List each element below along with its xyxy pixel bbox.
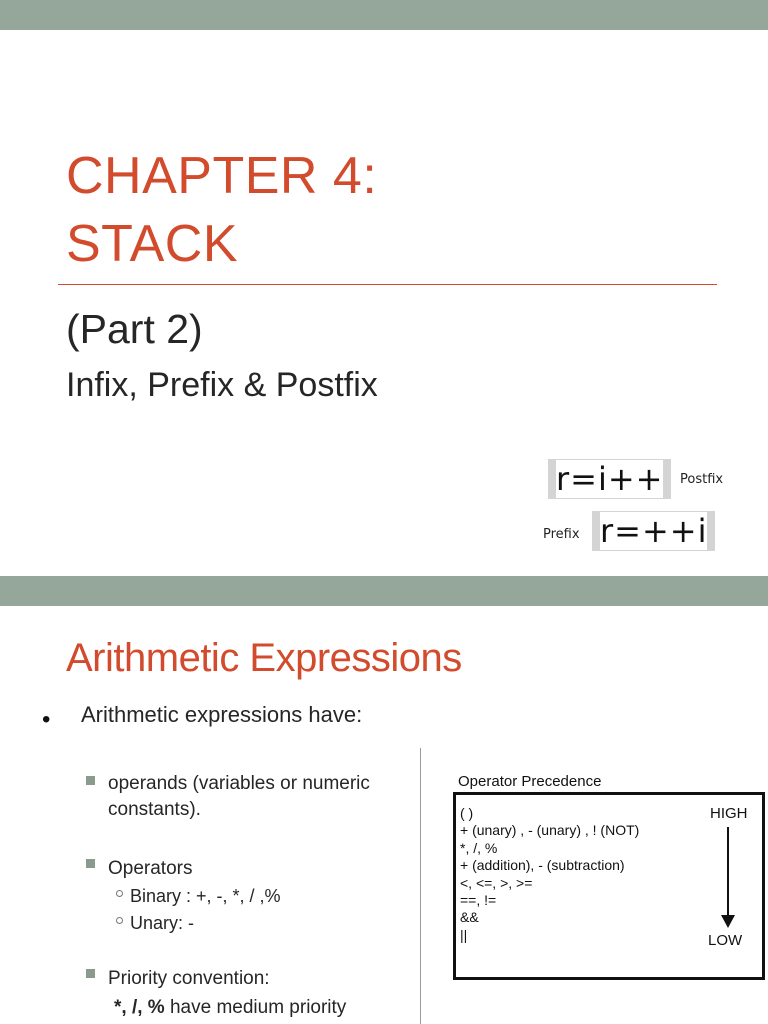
precedence-row: *, /, % (460, 839, 498, 856)
section-title: Arithmetic Expressions (66, 636, 462, 680)
part-label: (Part 2) (66, 306, 203, 352)
slide-subtitle: Infix, Prefix & Postfix (66, 366, 378, 404)
postfix-label: Postfix (680, 472, 724, 487)
column-divider (420, 748, 421, 1024)
chapter-title (66, 142, 377, 278)
precedence-row: + (unary) , - (unary) , ! (NOT) (460, 822, 640, 839)
title-divider (58, 284, 717, 285)
precedence-title: Operator Precedence (458, 773, 602, 790)
square-bullet-icon (86, 776, 95, 785)
precedence-row: ( ) (460, 805, 474, 821)
unary-item: Unary: - (130, 913, 195, 933)
square-bullet-icon (86, 969, 95, 978)
priority-item: Priority convention: (108, 968, 270, 989)
operators-item: Operators (108, 858, 193, 879)
operands-line2: constants). (108, 799, 201, 820)
priority-operators: *, /, % (114, 997, 165, 1018)
prefix-code-image: r=++i (592, 511, 715, 551)
top-band (0, 0, 768, 30)
priority-detail (114, 995, 346, 1021)
postfix-code-image: r=i++ (548, 459, 671, 499)
operands-item (108, 771, 370, 823)
circle-bullet-icon (116, 917, 123, 924)
priority-rest: have medium priority (164, 997, 347, 1018)
prefix-label: Prefix (543, 527, 580, 542)
slide-separator-band (0, 576, 768, 606)
precedence-row: && (460, 909, 479, 926)
precedence-table (453, 792, 765, 980)
arrow-head-icon (721, 915, 735, 928)
square-bullet-icon (86, 859, 95, 868)
circle-bullet-icon (116, 890, 123, 897)
chapter-title-line1: CHAPTER 4: (66, 147, 378, 205)
precedence-row: || (460, 926, 468, 943)
chapter-title-line2: STACK (66, 215, 239, 273)
operands-line1: operands (variables or numeric (108, 773, 370, 794)
down-arrow-icon (727, 827, 729, 921)
low-label: LOW (708, 932, 743, 949)
precedence-row: + (addition), - (subtraction) (460, 857, 625, 874)
precedence-row: ==, != (460, 892, 497, 909)
precedence-rows (460, 805, 639, 944)
main-bullet: Arithmetic expressions have: (81, 702, 363, 727)
bullet-dot: • (42, 706, 51, 733)
high-label: HIGH (710, 805, 748, 822)
binary-item: Binary : +, -, *, / ,% (130, 886, 281, 906)
precedence-row: <, <=, >, >= (460, 874, 533, 891)
